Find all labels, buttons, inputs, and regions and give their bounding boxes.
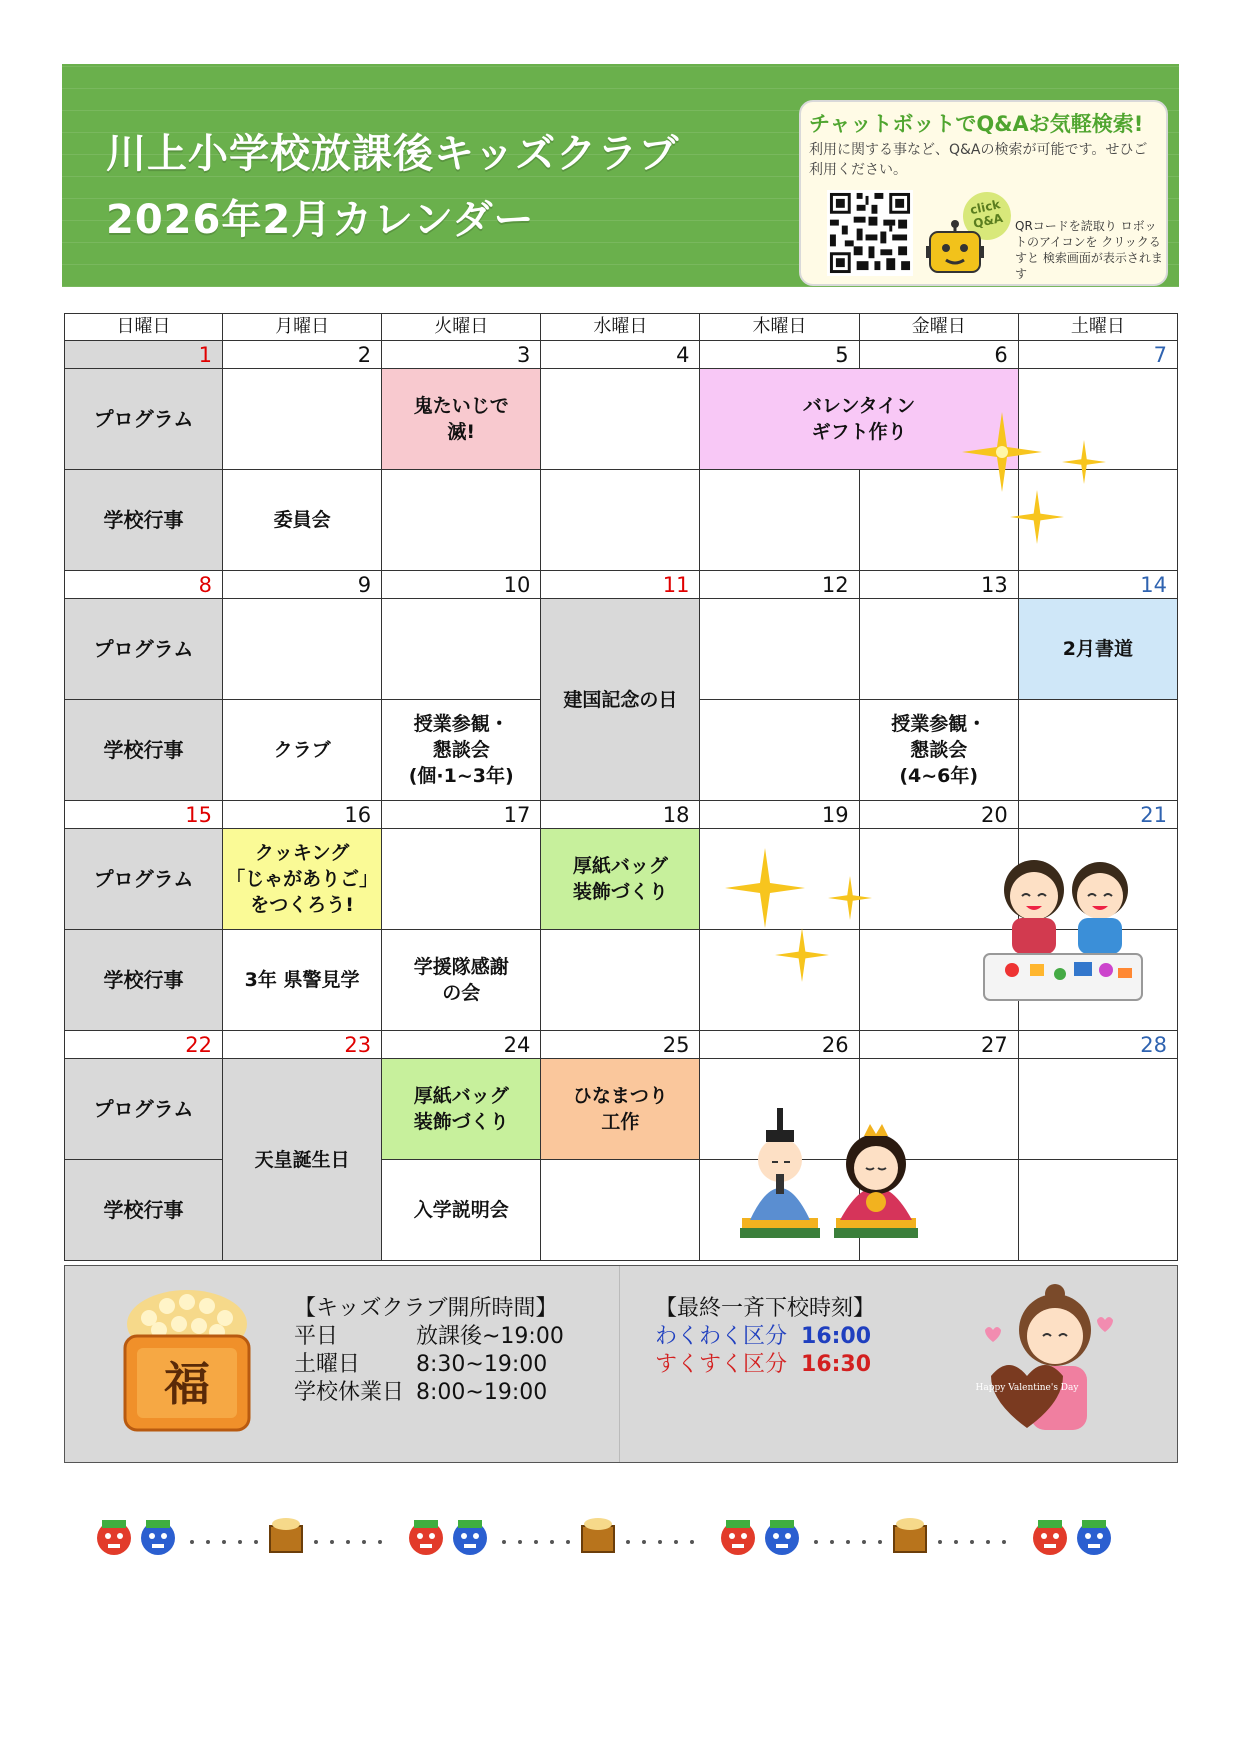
chatbot-instructions: QRコードを読取り ロボットのアイコンを クリックるすと 検索画面が表示されます bbox=[1015, 219, 1163, 281]
calendar-cell bbox=[1018, 1160, 1177, 1261]
program-paper-bag: 厚紙バッグ 装飾づくり bbox=[382, 1059, 541, 1160]
day-header: 月曜日 bbox=[223, 314, 382, 341]
date-number: 11 bbox=[541, 571, 700, 599]
oni-icon bbox=[97, 1520, 131, 1555]
date-number: 28 bbox=[1018, 1031, 1177, 1059]
hours-value: 放課後~19:00 bbox=[416, 1324, 564, 1349]
oni-icon bbox=[721, 1520, 755, 1555]
date-number: 17 bbox=[382, 801, 541, 829]
date-row bbox=[65, 801, 1178, 829]
hours-label: 土曜日 bbox=[294, 1352, 361, 1377]
calendar-cell bbox=[382, 470, 541, 571]
fuku-label: 福 bbox=[164, 1357, 210, 1411]
date-number: 13 bbox=[859, 571, 1018, 599]
school-event-entrance-briefing: 入学説明会 bbox=[382, 1160, 541, 1261]
page-subtitle: 2026年2月カレンダー bbox=[106, 197, 535, 243]
calendar-cell bbox=[223, 599, 382, 700]
hours-row bbox=[294, 1351, 564, 1379]
click-qa-icon[interactable]: click Q&A bbox=[959, 188, 1016, 245]
oni-icon bbox=[453, 1520, 487, 1555]
dismiss-row-sukusuku: すくすく区分 16:30 bbox=[655, 1352, 872, 1377]
row-label-school: 学校行事 bbox=[65, 930, 223, 1031]
decorative-border bbox=[96, 1508, 1136, 1564]
dismiss-row-wakuwaku: わくわく区分 16:00 bbox=[655, 1324, 872, 1349]
school-event-open-class-upper: 授業参観・ 懇談会 (4~6年) bbox=[859, 700, 1018, 801]
date-number: 23 bbox=[223, 1031, 382, 1059]
day-header: 金曜日 bbox=[859, 314, 1018, 341]
calendar-cell bbox=[382, 829, 541, 930]
holiday-emperor-birthday: 天皇誕生日 bbox=[223, 1059, 382, 1261]
date-number: 16 bbox=[223, 801, 382, 829]
calendar-cell bbox=[700, 700, 859, 801]
chatbot-heading: チャットボットでQ&Aお気軽検索! bbox=[809, 112, 1144, 136]
date-number: 10 bbox=[382, 571, 541, 599]
program-row bbox=[65, 1059, 1178, 1160]
date-row bbox=[65, 341, 1178, 369]
date-number: 27 bbox=[859, 1031, 1018, 1059]
date-number: 12 bbox=[700, 571, 859, 599]
hours-value: 8:00~19:00 bbox=[416, 1380, 548, 1405]
chatbot-text: 利用に関する事など、Q&Aの検索が可能です。せひご利用ください。 bbox=[809, 142, 1148, 178]
hours-label: 平日 bbox=[294, 1324, 339, 1349]
date-number: 21 bbox=[1018, 801, 1177, 829]
hours-row bbox=[294, 1323, 564, 1351]
calendar-cell bbox=[859, 599, 1018, 700]
day-header: 木曜日 bbox=[700, 314, 859, 341]
row-label-school: 学校行事 bbox=[65, 700, 223, 801]
valentine-label: Happy Valentine's Day bbox=[975, 1383, 1079, 1393]
sparkle-icon bbox=[962, 412, 1042, 492]
bean-box-icon bbox=[894, 1518, 926, 1552]
qr-code-icon[interactable] bbox=[827, 190, 913, 276]
robot-icon[interactable] bbox=[926, 220, 984, 274]
dismissal-times bbox=[655, 1295, 875, 1379]
oni-icon bbox=[1033, 1520, 1067, 1555]
date-number: 6 bbox=[859, 341, 1018, 369]
holiday-national-foundation: 建国記念の日 bbox=[541, 599, 700, 801]
date-number: 7 bbox=[1018, 341, 1177, 369]
day-header: 土曜日 bbox=[1018, 314, 1177, 341]
info-panel bbox=[64, 1265, 1178, 1463]
hours-row bbox=[294, 1379, 564, 1407]
oni-icon bbox=[765, 1520, 799, 1555]
row-label-program: プログラム bbox=[65, 599, 223, 700]
date-number: 8 bbox=[65, 571, 223, 599]
opening-hours bbox=[294, 1295, 564, 1407]
calendar-cell bbox=[700, 599, 859, 700]
date-number: 3 bbox=[382, 341, 541, 369]
fukumasu-icon bbox=[119, 1288, 255, 1434]
row-label-program: プログラム bbox=[65, 369, 223, 470]
page-title: 川上小学校放課後キッズクラブ bbox=[106, 131, 680, 177]
school-event-club: クラブ bbox=[223, 700, 382, 801]
school-event-thanks-party: 学援隊感謝 の会 bbox=[382, 930, 541, 1031]
sparkle-icon bbox=[725, 848, 805, 928]
date-number: 24 bbox=[382, 1031, 541, 1059]
date-number: 22 bbox=[65, 1031, 223, 1059]
program-calligraphy: 2月書道 bbox=[1018, 599, 1177, 700]
date-number: 14 bbox=[1018, 571, 1177, 599]
sparkle-icon bbox=[1062, 440, 1106, 484]
date-number: 1 bbox=[65, 341, 223, 369]
date-number: 15 bbox=[65, 801, 223, 829]
date-number: 5 bbox=[700, 341, 859, 369]
row-label-school: 学校行事 bbox=[65, 1160, 223, 1261]
weekday-header-row bbox=[65, 314, 1178, 341]
calendar-cell bbox=[541, 369, 700, 470]
date-number: 9 bbox=[223, 571, 382, 599]
row-label-program: プログラム bbox=[65, 1059, 223, 1160]
date-row bbox=[65, 571, 1178, 599]
school-event-open-class-lower: 授業参観・ 懇談会 (個·1~3年) bbox=[382, 700, 541, 801]
oni-icon bbox=[141, 1520, 175, 1555]
date-number: 19 bbox=[700, 801, 859, 829]
hina-dolls-icon bbox=[736, 1108, 920, 1240]
program-valentine: バレンタイン ギフト作り bbox=[700, 369, 1018, 470]
date-number: 4 bbox=[541, 341, 700, 369]
oni-icon bbox=[409, 1520, 443, 1555]
sparkle-icon bbox=[828, 876, 872, 920]
calendar-cell bbox=[541, 930, 700, 1031]
program-paper-bag: 厚紙バッグ 装飾づくり bbox=[541, 829, 700, 930]
children-crafting-icon bbox=[982, 850, 1146, 1008]
school-event-committee: 委員会 bbox=[223, 470, 382, 571]
calendar-cell bbox=[382, 599, 541, 700]
calendar-cell bbox=[223, 369, 382, 470]
calendar-cell bbox=[541, 1160, 700, 1261]
date-number: 20 bbox=[859, 801, 1018, 829]
day-header: 日曜日 bbox=[65, 314, 223, 341]
calendar-cell bbox=[1018, 1059, 1177, 1160]
calendar-cell bbox=[700, 470, 859, 571]
row-label-school: 学校行事 bbox=[65, 470, 223, 571]
date-number: 2 bbox=[223, 341, 382, 369]
calendar-cell bbox=[541, 470, 700, 571]
program-row bbox=[65, 599, 1178, 700]
program-oni: 鬼たいじで 滅! bbox=[382, 369, 541, 470]
chatbot-box[interactable] bbox=[799, 100, 1168, 286]
hours-title: 【キッズクラブ開所時間】 bbox=[294, 1296, 558, 1321]
calendar-cell bbox=[1018, 700, 1177, 801]
date-row bbox=[65, 1031, 1178, 1059]
date-number: 25 bbox=[541, 1031, 700, 1059]
day-header: 水曜日 bbox=[541, 314, 700, 341]
program-cooking: クッキング 「じゃがありご」 をつくろう! bbox=[223, 829, 382, 930]
hours-label: 学校休業日 bbox=[294, 1380, 405, 1405]
valentine-girl-icon bbox=[971, 1280, 1121, 1440]
row-label-program: プログラム bbox=[65, 829, 223, 930]
date-number: 26 bbox=[700, 1031, 859, 1059]
dismiss-title: 【最終一斉下校時刻】 bbox=[655, 1296, 876, 1321]
oni-icon bbox=[1077, 1520, 1111, 1555]
day-header: 火曜日 bbox=[382, 314, 541, 341]
date-number: 18 bbox=[541, 801, 700, 829]
school-event-police-visit: 3年 県警見学 bbox=[223, 930, 382, 1031]
bean-box-icon bbox=[270, 1518, 302, 1552]
sparkle-icon bbox=[1010, 490, 1064, 544]
program-hinamatsuri: ひなまつり 工作 bbox=[541, 1059, 700, 1160]
hours-value: 8:30~19:00 bbox=[416, 1352, 548, 1377]
info-divider bbox=[619, 1266, 620, 1462]
sparkle-icon bbox=[775, 928, 829, 982]
bean-box-icon bbox=[582, 1518, 614, 1552]
page-header bbox=[62, 64, 1179, 287]
